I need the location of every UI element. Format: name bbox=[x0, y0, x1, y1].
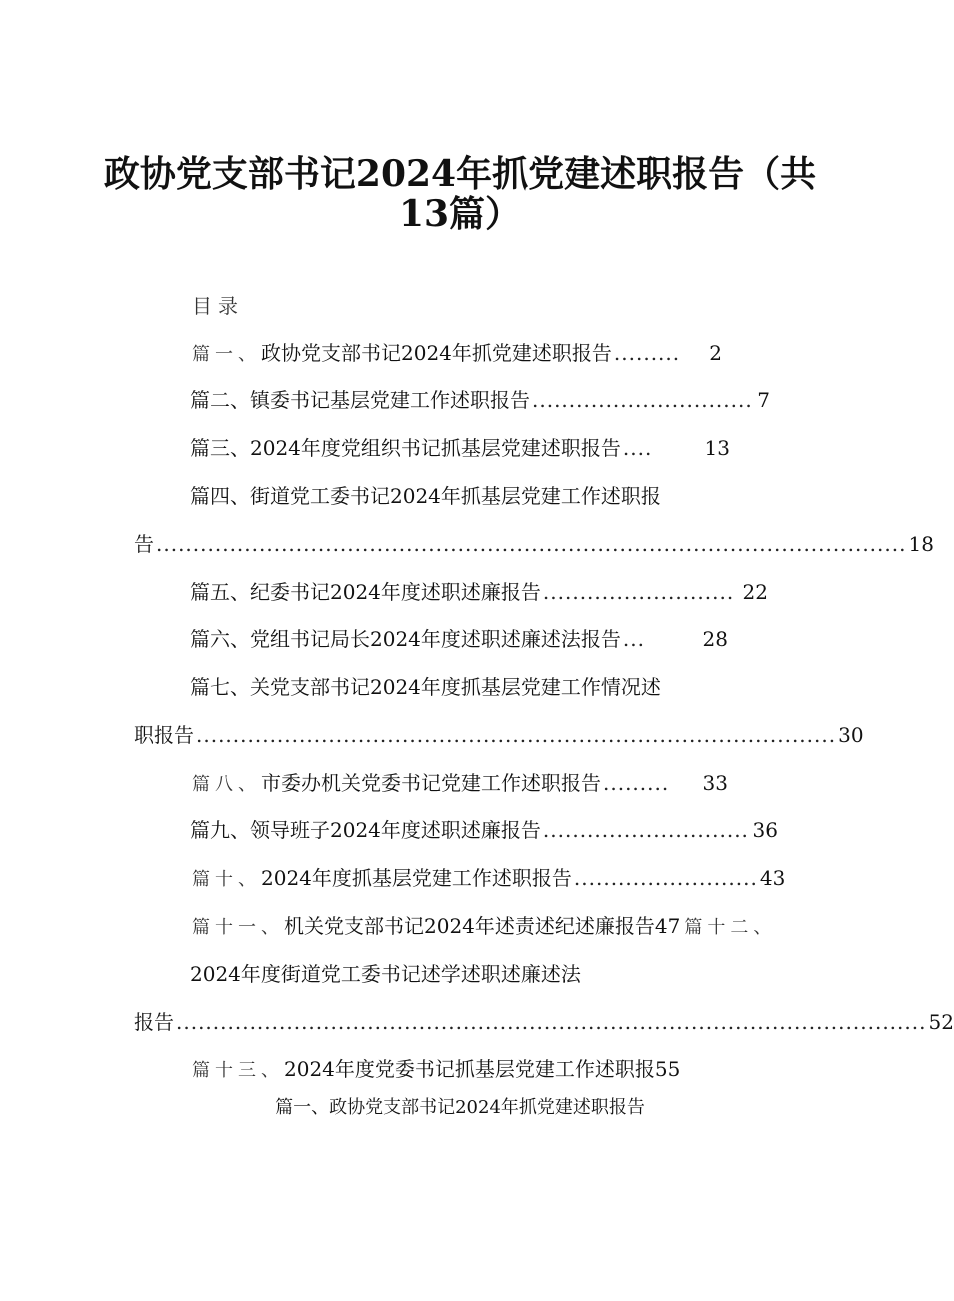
document-title-line-2: 13篇） bbox=[398, 193, 522, 235]
toc-entry-page: 30 bbox=[838, 723, 864, 747]
toc-entry-leader: ............................ bbox=[542, 818, 749, 842]
toc-entry-page: 52 bbox=[928, 1010, 954, 1034]
toc-entry[interactable] bbox=[192, 911, 792, 941]
toc-entry-prefix: 篇七、 bbox=[190, 675, 250, 699]
toc-entry-title: 2024年度党组织书记抓基层党建述职报告 bbox=[250, 436, 621, 460]
toc-entry[interactable] bbox=[190, 481, 750, 511]
toc-entry-page: 22 bbox=[742, 580, 768, 604]
toc-entry-title-continued: 告 bbox=[134, 532, 154, 556]
toc-entry-prefix: 篇一、 bbox=[192, 344, 261, 365]
toc-entry-prefix: 篇五、 bbox=[190, 580, 250, 604]
toc-entry-prefix: 篇三、 bbox=[190, 436, 250, 460]
toc-entry-leader: .... bbox=[622, 436, 653, 460]
toc-entry-title: 2024年度抓基层党建工作述职报告 bbox=[261, 866, 572, 890]
toc-entry-leader: .............................. bbox=[532, 388, 753, 412]
toc-entry-continuation[interactable] bbox=[134, 1007, 954, 1037]
toc-entry-continuation[interactable] bbox=[134, 529, 934, 559]
document-title-line-1: 政协党支部书记2024年抓党建述职报告（共 bbox=[103, 153, 817, 195]
toc-entry-page: 43 bbox=[759, 866, 786, 890]
toc-entry[interactable] bbox=[190, 959, 660, 989]
toc-entry-title: 党组书记局长2024年度述职述廉述法报告 bbox=[250, 627, 621, 651]
toc-entry[interactable] bbox=[192, 863, 786, 893]
toc-entry[interactable] bbox=[192, 338, 722, 368]
toc-entry-leader: ... bbox=[622, 627, 645, 651]
toc-entry-leader: ......... bbox=[613, 341, 681, 365]
toc-entry[interactable] bbox=[192, 1054, 752, 1084]
toc-entry-leader: ...................................................................................................... bbox=[176, 1010, 927, 1034]
toc-entry[interactable] bbox=[190, 577, 768, 607]
toc-entry-page: 36 bbox=[752, 818, 778, 842]
toc-entry-page: 28 bbox=[702, 627, 728, 651]
toc-entry-title: 纪委书记2024年度述职述廉报告 bbox=[250, 580, 541, 604]
toc-entry-prefix: 篇四、 bbox=[190, 484, 250, 508]
toc-entry-prefix: 篇六、 bbox=[190, 627, 250, 651]
toc-entry[interactable] bbox=[190, 815, 778, 845]
toc-entry-page: 13 bbox=[704, 436, 730, 460]
toc-entry-page: 2 bbox=[709, 341, 722, 365]
toc-entry-continuation[interactable] bbox=[134, 720, 864, 750]
toc-entry-title: 市委办机关党委书记党建工作述职报告 bbox=[261, 771, 601, 795]
toc-entry-prefix: 篇八、 bbox=[192, 774, 261, 795]
toc-entry-leader: ......................... bbox=[573, 866, 758, 890]
toc-entry[interactable] bbox=[190, 624, 728, 654]
toc-entry-title-continued: 报告 bbox=[134, 1010, 174, 1034]
toc-entry-prefix-next: 篇十二、 bbox=[684, 917, 777, 938]
toc-entry-leader: .......................... bbox=[542, 580, 735, 604]
toc-entry-title: 领导班子2024年度述职述廉报告 bbox=[250, 818, 541, 842]
toc-entry-prefix: 篇十、 bbox=[192, 869, 261, 890]
toc-entry-title-continued: 职报告 bbox=[134, 723, 194, 747]
toc-entry-prefix: 篇十一、 bbox=[192, 917, 284, 938]
toc-entry[interactable] bbox=[190, 385, 770, 415]
toc-entry-title: 关党支部书记2024年度抓基层党建工作情况述 bbox=[250, 675, 661, 699]
toc-entry-leader: ....................................................................................... bbox=[196, 723, 837, 747]
toc-entry-title: 2024年度街道党工委书记述学述职述廉述法 bbox=[190, 962, 581, 986]
toc-entry[interactable] bbox=[190, 672, 750, 702]
toc-entry-title: 政协党支部书记2024年抓党建述职报告 bbox=[261, 341, 612, 365]
toc-entry-page: 33 bbox=[702, 771, 728, 795]
toc-entry-title: 2024年度党委书记抓基层党建工作述职报55 bbox=[284, 1057, 681, 1081]
toc-entry-title: 街道党工委书记2024年抓基层党建工作述职报 bbox=[250, 484, 661, 508]
toc-entry-leader: ...................................................................................................... bbox=[156, 532, 907, 556]
toc-label: 目录 bbox=[192, 294, 244, 318]
toc-entry-prefix: 篇二、 bbox=[190, 388, 250, 412]
toc-entry-title: 机关党支部书记2024年述责述纪述廉报告47 bbox=[284, 914, 681, 938]
toc-entry-page: 7 bbox=[757, 388, 770, 412]
toc-entry-title: 镇委书记基层党建工作述职报告 bbox=[250, 388, 530, 412]
toc-entry-prefix: 篇十三、 bbox=[192, 1060, 284, 1081]
section-heading: 篇一、政协党支部书记2024年抓党建述职报告 bbox=[275, 1097, 645, 1118]
toc-entry[interactable] bbox=[192, 768, 728, 798]
toc-entry[interactable] bbox=[190, 433, 730, 463]
toc-entry-page: 18 bbox=[908, 532, 934, 556]
toc-entry-leader: ......... bbox=[603, 771, 670, 795]
toc-entry-prefix: 篇九、 bbox=[190, 818, 250, 842]
